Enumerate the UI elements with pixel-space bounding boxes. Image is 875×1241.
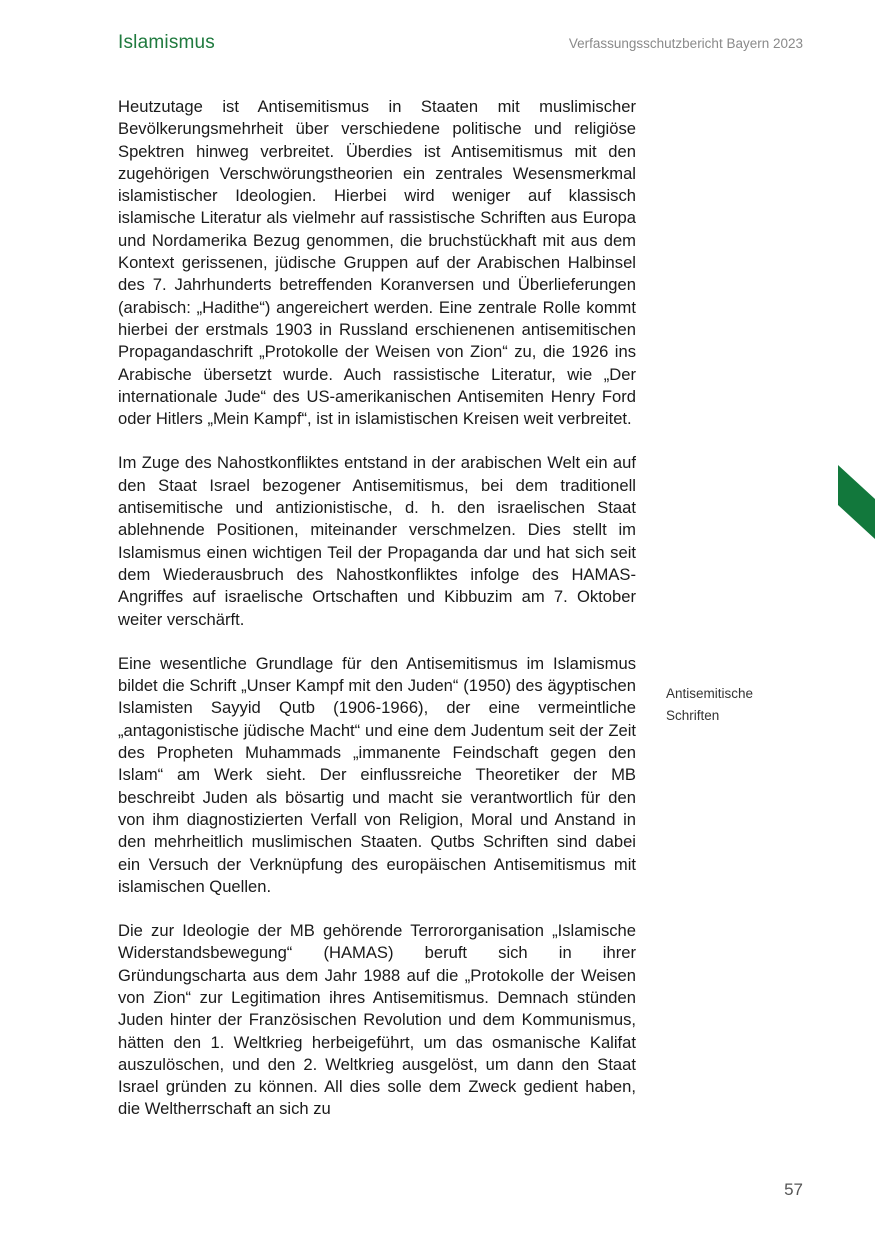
chapter-tab-marker <box>838 465 875 539</box>
page-number: 57 <box>784 1180 803 1199</box>
paragraph-3: Eine wesentliche Grundlage für den Antisemitismus im Islamismus bildet die Schrift „Unser Kampf mit den Juden“ (1950) des ägyptischen Islamisten Sayyid Qutb (1906-1966), der eine vermeintliche „antagonistische jüdische Macht“ und eine dem Judentum seit der Zeit des Propheten Muhammads „immanente Feindschaft gegen den Islam“ am Werk sieht. Der einflussreiche Theoretiker der MB beschreibt Juden als bösartig und macht sie verantwortlich für den von ihm diagnostizierten Verfall von Religion, Moral und Anstand in den mehrheitlich muslimischen Staaten. Qutbs Schriften sind dabei ein Versuch der Verknüpfung des europäischen Antisemitismus mit islamischen Quellen. <box>118 653 636 896</box>
body-text <box>118 96 636 1143</box>
publication-title: Verfassungsschutzbericht Bayern 2023 <box>568 36 803 51</box>
paragraph-4: Die zur Ideologie der MB gehörende Terrororganisation „Islamische Widerstandsbewegung“ (HAMAS) beruft sich in ihrer Gründungscharta aus dem Jahr 1988 auf die „Protokolle der Weisen von Zion“ zur Legitimation ihres Antisemitismus. Demnach stünden Juden hinter der Französischen Revolution und dem Kommunismus, hätten den 1. Weltkrieg herbeigeführt, um das osmanische Kalifat auszulöschen, und den 2. Weltkrieg ausgelöst, um dann den Staat Israel gründen zu können. All dies solle dem Zweck gedient haben, die Weltherrschaft an sich zu <box>118 921 636 1119</box>
margin-note <box>666 683 806 727</box>
margin-note-line-2: Schriften <box>666 708 720 723</box>
paragraph-1: Heutzutage ist Antisemitismus in Staaten mit muslimischer Bevölkerungsmehrheit über verschiedene politische und religiöse Spektren hinweg verbreitet. Überdies ist Antisemitismus mit den zugehörigen Verschwörungstheorien ein zentrales Wesensmerkmal islamistischer Ideologien. Hierbei wird weniger auf klassisch islamische Literatur als vielmehr auf rassistische Schriften aus Europa und Nordamerika Bezug genommen, die bruchstückhaft mit aus dem Kontext gerissenen, jüdische Gruppen auf der Arabischen Halbinsel des 7. Jahrhunderts betreffenden Koranversen und Überlieferungen (arabisch: „Hadithe“) angereichert werden. Eine zentrale Rolle kommt hierbei der erstmals 1903 in Russland erschienenen antisemitischen Propagandaschrift „Protokolle der Weisen von Zion“ zu, die 1926 ins Arabische übersetzt wurde. Auch rassistische Literatur, wie „Der internationale Jude“ des US-amerikanischen Antisemiten Henry Ford oder Hitlers „Mein Kampf“, ist in islamistischen Kreisen weit verbreitet. <box>118 97 636 429</box>
paragraph-2: Im Zuge des Nahostkonfliktes entstand in der arabischen Welt ein auf den Staat Israel bezogener Antisemitismus, bei dem traditionell antisemitische und antizionistische, d. h. den israelischen Staat ablehnende Positionen, miteinander verschmelzen. Dies stellt im Islamismus einen wichtigen Teil der Propaganda dar und hat sich seit dem Wiederausbruch des Nahostkonfliktes infolge des HAMAS-Angriffes auf israelische Ortschaften und Kibbuzim am 7. Oktober weiter verschärft. <box>118 453 636 629</box>
section-title: Islamismus <box>118 32 216 53</box>
margin-note-line-1: Antisemitische <box>666 686 754 701</box>
